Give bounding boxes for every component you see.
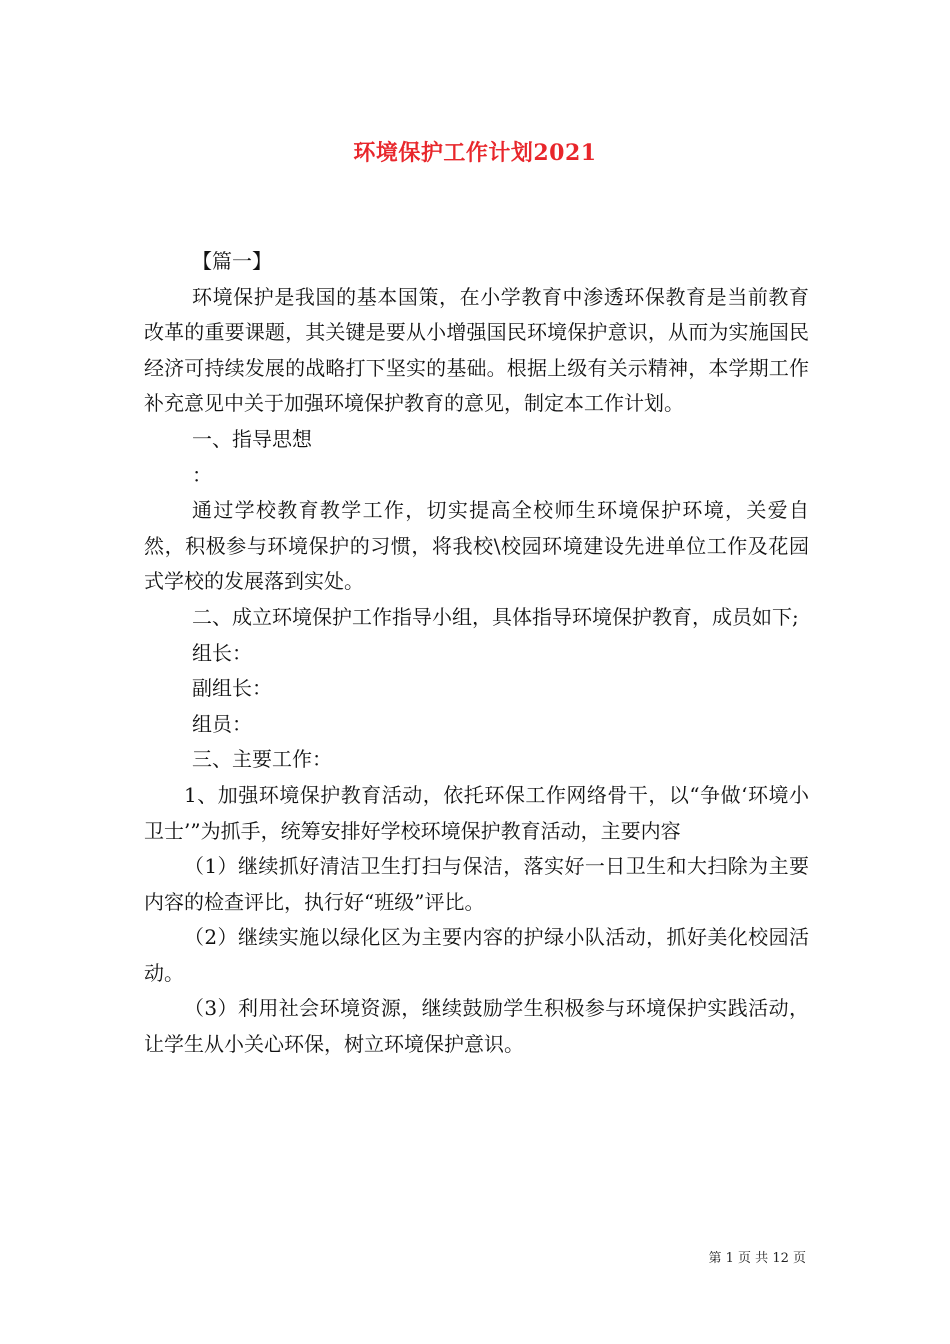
document-title: 环境保护工作计划2021 <box>353 140 597 166</box>
paragraph: 通过学校教育教学工作，切实提高全校师生环境保护环境，关爱自然，积极参与环境保护的习惯，将我校\校园环境建设先进单位工作及花园式学校的发展落到实处。 <box>144 498 809 594</box>
paragraph: 环境保护是我国的基本国策，在小学教育中渗透环保教育是当前教育改革的重要课题，其关键是要从小增强国民环境保护意识，从而为实施国民经济可持续发展的战略打下坚实的基础。根据上级有关示精神，本学期工作补充意见中关于加强环境保护教育的意见，制定本工作计划。 <box>144 284 809 416</box>
document-body <box>144 244 809 1063</box>
section-heading: 【篇一】 <box>192 249 272 273</box>
paragraph: 副组长： <box>192 676 272 701</box>
section-heading: 三、主要工作： <box>192 747 332 772</box>
list-item: （1）继续抓好清洁卫生打扫与保洁，落实好一日卫生和大扫除为主要内容的检查评比，执行好“班级”评比。 <box>144 854 809 914</box>
paragraph: 1、加强环境保护教育活动，依托环保工作网络骨干，以“争做‘环境小卫士’”为抓手，统筹安排好学校环境保护教育活动，主要内容 <box>144 782 809 843</box>
paragraph: 组员： <box>192 711 252 736</box>
list-item: （3）利用社会环境资源，继续鼓励学生积极参与环境保护实践活动，让学生从小关心环保，树立环境保护意识。 <box>144 996 809 1057</box>
page-number: 第 1 页 共 12 页 <box>708 1251 806 1266</box>
paragraph: 组长： <box>192 640 252 665</box>
list-item: （2）继续实施以绿化区为主要内容的护绿小队活动，抓好美化校园活动。 <box>144 925 809 985</box>
paragraph: 二、成立环境保护工作指导小组，具体指导环境保护教育，成员如下; <box>192 604 799 629</box>
paragraph: ： <box>192 462 212 487</box>
section-heading: 一、指导思想 <box>192 426 312 451</box>
